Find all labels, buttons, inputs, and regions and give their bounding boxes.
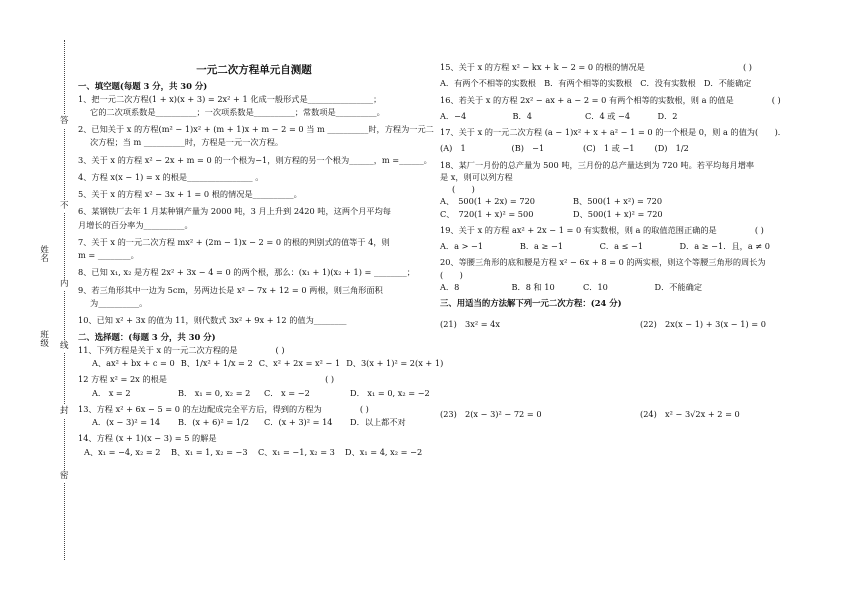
- question-7-cont: m = ________。: [78, 250, 139, 261]
- answer-paren: ( ): [754, 224, 764, 235]
- option: C、x₁ = −1, x₂ = 3: [258, 446, 335, 457]
- option: A．a > −1: [440, 241, 484, 251]
- option: B．(x + 6)² = 1/2: [178, 417, 250, 428]
- option: D、x₁ = 4, x₂ = −2: [345, 446, 423, 457]
- binding-margin: [4, 40, 74, 560]
- question-19-text: 19、关于 x 的方程 ax² + 2x − 1 = 0 有实数根，则 a 的取值范围正确的是: [440, 224, 717, 235]
- option: B、x₁ = 1, x₂ = −3: [171, 446, 248, 457]
- option: C．(x + 3)² = 14: [264, 417, 333, 428]
- page-title: 一元二次方程单元自测题: [196, 64, 312, 76]
- option: D、500(1 + x)² = 720: [573, 208, 663, 219]
- question-15: [440, 62, 845, 72]
- option: C．4 或 −4: [585, 110, 631, 121]
- binding-label: 线: [60, 341, 69, 351]
- problem-23: (23) 2(x − 3)² − 72 = 0: [440, 408, 542, 419]
- question-9-cont: 为__________。: [90, 297, 148, 308]
- question-4: 4、方程 x(x − 1) = x 的根是________________ 。: [78, 171, 264, 182]
- section-choice-heading: 二、选择题：(每题 3 分，共 30 分): [78, 332, 216, 343]
- question-16-text: 16、若关于 x 的方程 2x² − ax + a − 2 = 0 有两个相等的实数根，则 a 的值是: [440, 94, 734, 105]
- question-16: [440, 95, 845, 105]
- option: (D) 1/2: [654, 143, 689, 154]
- question-1-cont: 它的二次项系数是__________；一次项系数是__________；常数项是__________。: [90, 106, 385, 117]
- option: C．10: [583, 281, 608, 292]
- question-11: [78, 345, 430, 355]
- right-column: [440, 62, 845, 419]
- question-10: 10、已知 x² + 3x 的值为 11，则代数式 3x² + 9x + 12 的值为________: [78, 315, 347, 326]
- binding-label: 封: [60, 406, 69, 416]
- option: C． x = −2: [264, 387, 310, 398]
- question-5: 5、关于 x 的方程 x² − 3x + 1 = 0 根的情况是__________。: [78, 189, 302, 200]
- option: A、x₁ = −4, x₂ = 2: [84, 446, 161, 457]
- question-9: 9、若三角形其中一边为 5cm，另两边长是 x² − 7x + 12 = 0 两根，则三角形面积: [78, 284, 383, 295]
- question-20-paren: ( ): [440, 269, 463, 280]
- option: C．a ≤ −1: [599, 241, 644, 251]
- option: B、1/x² + 1/x = 2: [180, 358, 253, 369]
- binding-label: 密: [60, 471, 69, 481]
- question-7: 7、关于 x 的一元二次方程 mx² + (2m − 1)x − 2 = 0 的根的判别式的值等于 4，则: [78, 236, 390, 247]
- section-fill-heading: 一、填空题(每题 3 分，共 30 分): [78, 81, 208, 92]
- question-2: 2、已知关于 x 的方程(m² − 1)x² + (m + 1)x + m − 2 = 0 当 m __________时，方程为一元二: [78, 124, 434, 135]
- question-18-paren: ( ): [452, 184, 475, 194]
- class-label: 班级: [38, 330, 49, 347]
- question-15-text: 15、关于 x 的方程 x² − kx + k − 2 = 0 的根的情况是: [440, 62, 645, 72]
- option: A、ax² + bx + c = 0: [92, 358, 175, 369]
- question-15-options: A．有两个不相等的实数根 B．有两个相等的实数根 C．没有实数根 D．不能确定: [440, 78, 752, 89]
- question-1: 1、把一元二次方程(1 + x)(x + 3) = 2x² + 1 化成一般形式是________________；: [78, 93, 382, 104]
- question-17: 17、关于 x 的一元二次方程 (a − 1)x² + x + a² − 1 = 0 的一个根是 0，则 a 的值为( )．: [440, 127, 786, 137]
- question-18-cont: 是 x，则可以列方程: [440, 171, 513, 182]
- question-14-options: [78, 447, 430, 457]
- question-19: [440, 225, 845, 235]
- question-18: 18、某厂一月份的总产量为 500 吨，三月份的总产量达到为 720 吨。若平均每月增率: [440, 159, 755, 170]
- question-6-cont: 月增长的百分率为__________。: [78, 219, 193, 230]
- question-12-text: 12 方程 x² = 2x 的根是: [78, 374, 167, 385]
- problem-22: (22) 2x(x − 1) + 3(x − 1) = 0: [640, 318, 766, 329]
- option: D． x₁ = 0, x₂ = −2: [350, 387, 430, 398]
- left-column: [78, 0, 444, 463]
- section-solve-heading: 三、用适当的方法解下列一元二次方程：(24 分): [440, 298, 622, 308]
- option: A．−4: [440, 110, 467, 121]
- question-19-options: [440, 241, 770, 251]
- question-11-text: 11、下列方程是关于 x 的一元二次方程的是: [78, 344, 238, 355]
- question-8: 8、已知 x₁, x₂ 是方程 2x² + 3x − 4 = 0 的两个根，那么：(x₁ + 1)(x₂ + 1) = ________；: [78, 267, 415, 278]
- answer-paren: ( ): [359, 403, 369, 414]
- problem-21: (21) 3x² = 4x: [440, 318, 500, 329]
- option: B、500(1 + x²) = 720: [573, 196, 663, 207]
- solve-row-2: [440, 409, 845, 419]
- question-16-options: [440, 111, 720, 121]
- question-18-options-cd: [440, 209, 700, 219]
- option: B． x₁ = 0, x₂ = 2: [178, 387, 251, 398]
- answer-paren: ( ): [325, 374, 335, 385]
- option: D．2: [657, 110, 678, 121]
- answer-paren: ( ): [771, 94, 781, 105]
- question-12: [78, 374, 430, 384]
- option: (B) −1: [511, 143, 545, 154]
- option: D．以上都不对: [350, 417, 406, 428]
- name-label: 姓名: [38, 245, 49, 262]
- option: A．(x − 3)² = 14: [92, 417, 161, 428]
- problem-24: (24) x² − 3√2x + 2 = 0: [640, 408, 740, 419]
- option: D．a ≥ −1．且，a ≠ 0: [679, 241, 770, 251]
- question-13-options: [78, 417, 430, 427]
- question-17-options: [440, 143, 720, 153]
- binding-label: 答: [60, 116, 69, 126]
- question-12-options: [78, 388, 430, 398]
- option: (C) 1 或 −1: [583, 143, 635, 154]
- option: (A) 1: [440, 143, 466, 154]
- option: B．a ≥ −1: [519, 241, 564, 251]
- binding-label: 内: [60, 279, 69, 289]
- option: A． x = 2: [92, 387, 131, 398]
- question-6: 6、某钢铁厂去年 1 月某种钢产量为 2000 吨，3 月上升到 2420 吨，这两个月平均每: [78, 206, 391, 217]
- question-13-text: 13、方程 x² + 6x − 5 = 0 的左边配成完全平方后，得到的方程为: [78, 403, 322, 414]
- option: C、 720(1 + x)² = 500: [440, 208, 534, 219]
- question-20-options: [440, 282, 720, 292]
- option: A、 500(1 + 2x) = 720: [440, 196, 535, 207]
- option: B．8 和 10: [511, 281, 555, 292]
- answer-paren: ( ): [742, 62, 752, 72]
- binding-label: 不: [60, 201, 69, 211]
- option: A．8: [440, 281, 460, 292]
- question-20: 20、等腰三角形的底和腰是方程 x² − 6x + 8 = 0 的两实根，则这个等腰三角形的周长为: [440, 257, 766, 268]
- question-3: 3、关于 x 的方程 x² − 2x + m = 0 的一个根为−1，则方程的另一个根为______，m =______。: [78, 154, 432, 165]
- option: D．不能确定: [654, 281, 703, 292]
- answer-paren: ( ): [275, 344, 285, 355]
- solve-row-1: [440, 319, 845, 329]
- option: C、x² + 2x = x² − 1: [258, 358, 341, 369]
- option: B．4: [512, 110, 532, 121]
- question-14: 14、方程 (x + 1)(x − 3) = 5 的解是: [78, 433, 217, 444]
- question-13: [78, 404, 430, 414]
- question-11-options: [78, 358, 444, 369]
- question-18-options-ab: [440, 196, 700, 206]
- question-2-cont: 次方程；当 m __________时，方程是一元一次方程。: [90, 137, 284, 148]
- option: D、3(x + 1)² = 2(x + 1): [346, 358, 444, 369]
